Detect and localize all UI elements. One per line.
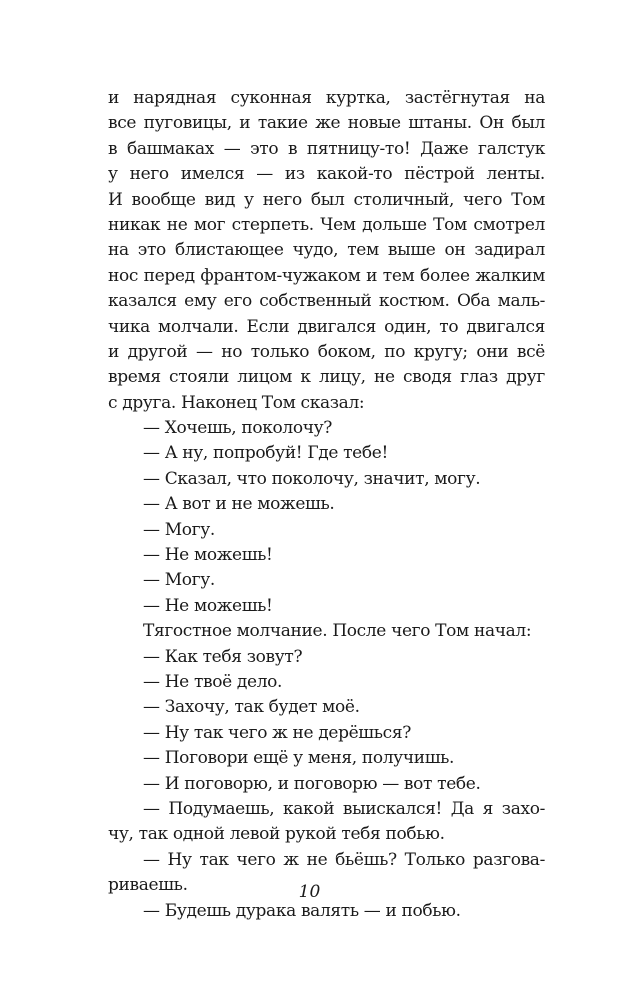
- text-line: чу, так одной левой рукой тебя побью.: [108, 824, 445, 845]
- text-line: — Могу.: [143, 519, 215, 540]
- text-line: — А вот и не можешь.: [143, 494, 335, 515]
- text-line: риваешь.: [108, 875, 188, 896]
- page-body-text: [108, 86, 545, 924]
- text-line: — Сказал, что поколочу, значит, могу.: [143, 468, 481, 489]
- text-line: — А ну, попробуй! Где тебе!: [143, 443, 388, 464]
- text-line: — Ну так чего ж не дерёшься?: [143, 722, 411, 743]
- text-line: — Будешь дурака валять — и побью.: [143, 900, 461, 921]
- text-line: — Ну так чего ж не бьёшь? Только разгова-: [143, 849, 545, 870]
- text-line: — Поговори ещё у меня, получишь.: [143, 748, 455, 769]
- text-line: И вообще вид у него был столичный, чего Том: [108, 189, 545, 210]
- text-line: и другой — но только боком, по кругу; они всё: [108, 341, 545, 362]
- text-line: — Как тебя зовут?: [143, 646, 303, 667]
- text-line: казался ему его собственный костюм. Оба маль-: [108, 291, 545, 312]
- text-line: у него имелся — из какой-то пёстрой ленты.: [108, 164, 545, 185]
- text-line: все пуговицы, и такие же новые штаны. Он был: [108, 113, 545, 134]
- text-line: — Подумаешь, какой выискался! Да я захо-: [143, 798, 545, 819]
- text-line: — Не можешь!: [143, 545, 273, 566]
- text-line: — И поговорю, и поговорю — вот тебе.: [143, 773, 481, 794]
- text-line: нос перед франтом-чужаком и тем более жалким: [108, 265, 545, 286]
- text-line: на это блистающее чудо, тем выше он задирал: [108, 240, 545, 261]
- page-number: 10: [298, 882, 321, 902]
- text-line: время стояли лицом к лицу, не сводя глаз друг: [108, 367, 545, 388]
- text-line: в башмаках — это в пятницу-то! Даже галстук: [108, 138, 545, 159]
- text-line: с друга. Наконец Том сказал:: [108, 392, 365, 413]
- text-line: — Не можешь!: [143, 595, 273, 616]
- text-line: — Могу.: [143, 570, 215, 591]
- text-line: и нарядная суконная куртка, застёгнутая на: [108, 88, 545, 108]
- text-line: никак не мог стерпеть. Чем дольше Том смотрел: [108, 214, 545, 235]
- text-line: — Не твоё дело.: [143, 671, 283, 692]
- text-line: Тягостное молчание. После чего Том начал:: [143, 621, 532, 642]
- text-line: — Хочешь, поколочу?: [143, 418, 333, 439]
- text-line: чика молчали. Если двигался один, то двигался: [108, 316, 545, 337]
- text-line: — Захочу, так будет моё.: [143, 697, 360, 718]
